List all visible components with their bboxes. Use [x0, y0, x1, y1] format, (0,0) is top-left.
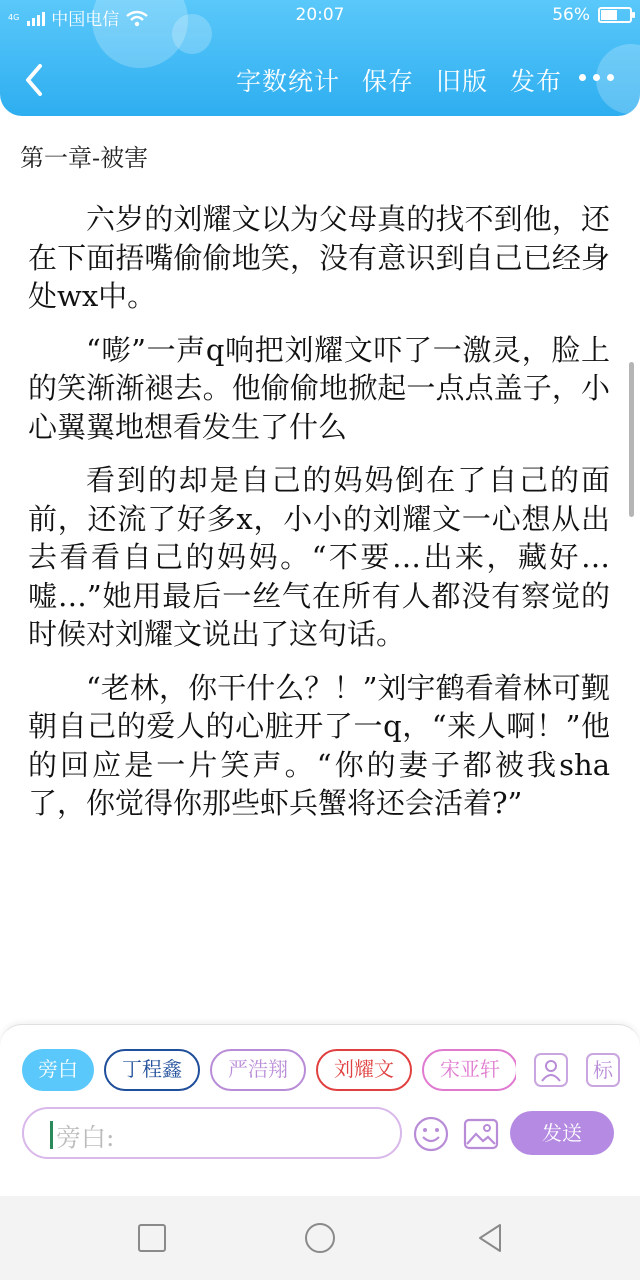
- publish-button[interactable]: 发布: [509, 67, 562, 96]
- status-bar: [0, 0, 640, 32]
- paragraph: 六岁的刘耀文以为父母真的找不到他，还在下面捂嘴偷偷地笑，没有意识到自己已经身处wx中。: [28, 202, 610, 313]
- toolbar-actions: [236, 62, 562, 98]
- more-dot-icon: [579, 74, 586, 81]
- old-version-button[interactable]: 旧版: [435, 67, 488, 96]
- paragraph: “老林，你干什么？！”刘宇鹤看着林可觐朝自己的爱人的心脏开了一q，“来人啊！”他的回应是一片笑声。“你的妻子都被我sha了，你觉得你那些虾兵蟹将还会活着?”: [28, 670, 610, 820]
- save-button[interactable]: 保存: [361, 67, 414, 96]
- character-profile-button[interactable]: [534, 1053, 568, 1087]
- battery-icon: [598, 7, 632, 23]
- image-icon[interactable]: [462, 1115, 500, 1153]
- battery-level: [601, 10, 617, 20]
- character-chip[interactable]: 严浩翔: [210, 1049, 306, 1091]
- input-placeholder: 旁白:: [56, 1123, 115, 1152]
- dialogue-input-panel: [0, 1024, 640, 1196]
- character-chip[interactable]: 宋亚轩: [422, 1049, 516, 1091]
- back-nav-icon[interactable]: [472, 1220, 508, 1256]
- paragraph: “嘭”一声q响把刘耀文吓了一激灵，脸上的笑渐渐褪去。他偷偷地掀起一点点盖子，小心翼翼地想看发生了什么: [28, 332, 610, 444]
- more-dot-icon: [593, 74, 600, 81]
- more-dot-icon: [607, 74, 614, 81]
- tag-button[interactable]: 标: [586, 1053, 620, 1087]
- character-chip[interactable]: 丁程鑫: [104, 1049, 200, 1091]
- clock: 20:07: [295, 5, 345, 25]
- send-button[interactable]: 发送: [510, 1111, 614, 1155]
- text-cursor: [50, 1121, 53, 1149]
- dialogue-input[interactable]: [22, 1107, 402, 1159]
- character-chip-list[interactable]: [22, 1049, 516, 1095]
- word-count-button[interactable]: 字数统计: [235, 67, 340, 96]
- person-icon: [536, 1055, 566, 1085]
- recent-apps-icon[interactable]: [134, 1220, 170, 1256]
- chapter-title: 第一章-被害: [20, 144, 149, 172]
- home-icon[interactable]: [302, 1220, 338, 1256]
- paragraph: 看到的却是自己的妈妈倒在了自己的面前，还流了好多x，小小的刘耀文一心想从出去看看自己的妈妈。“不要…出来，藏好…嘘…”她用最后一丝气在所有人都没有察觉的时候对刘耀文说出了这句话。: [28, 463, 610, 651]
- scrollbar-thumb[interactable]: [629, 362, 634, 517]
- emoji-icon[interactable]: [412, 1115, 450, 1153]
- network-type: 4G: [8, 12, 20, 22]
- more-menu-button[interactable]: [579, 74, 614, 81]
- chapter-content[interactable]: [28, 200, 610, 838]
- carrier-name: 中国电信: [51, 10, 120, 30]
- top-header: [0, 0, 640, 116]
- back-button[interactable]: [16, 60, 56, 100]
- system-nav-bar: [0, 1196, 640, 1280]
- character-chip[interactable]: 旁白: [22, 1049, 94, 1091]
- character-chip[interactable]: 刘耀文: [316, 1049, 412, 1091]
- battery-percent: 56%: [552, 5, 590, 25]
